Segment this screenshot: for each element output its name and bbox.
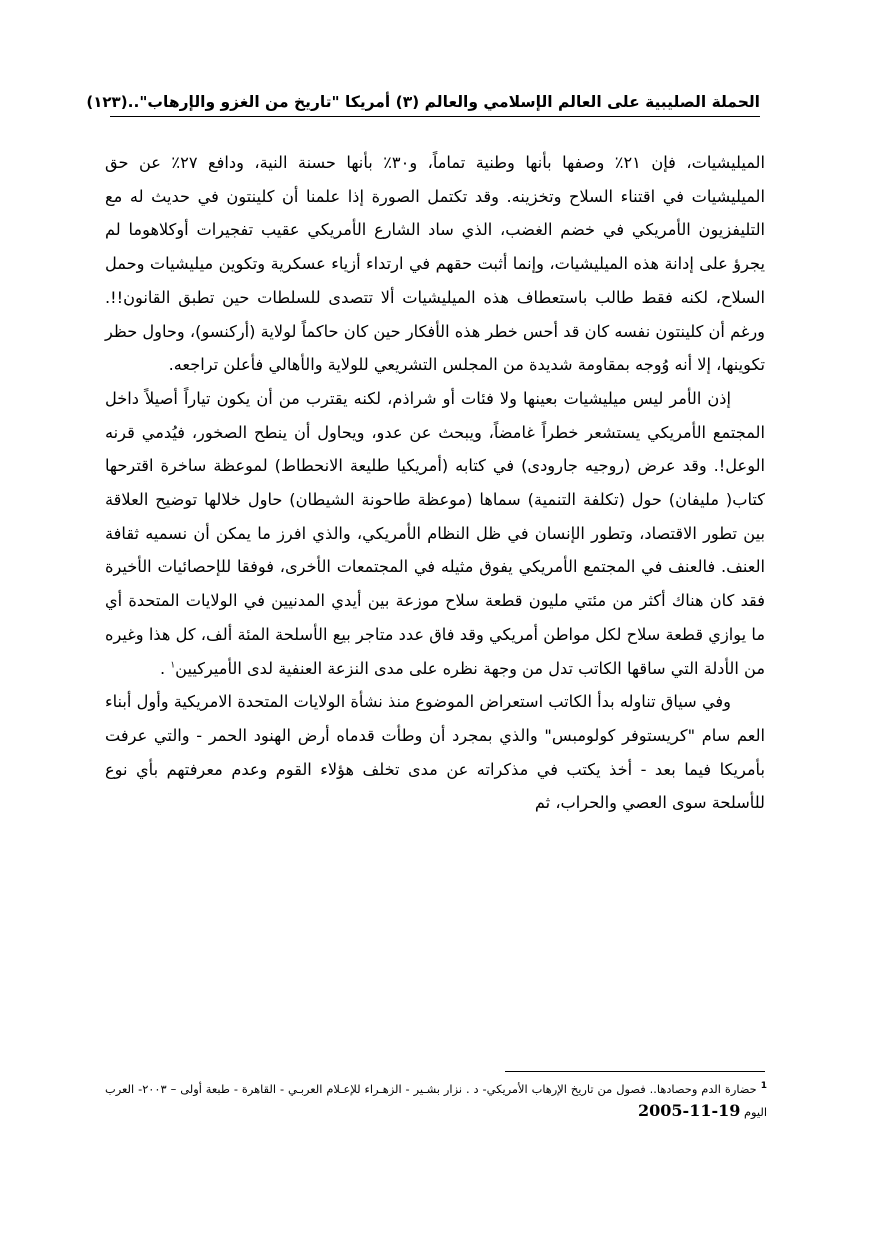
paragraph-3-text: وفي سياق تناوله بدأ الكاتب استعراض الموضوع منذ نشأة الولايات المتحدة الامريكية وأول أبناء العم سام "كريستوفر كولومبس" والذي بمجرد أن وطأت قدماه أرض الهنود الحمر - والتي عرفت بأمريكا فيما بعد - أخذ يكتب في مذكراته عن مدى تخلف هؤلاء القوم وعدم معرفتهم بأي نوع للأسلحة سوى العصي والحراب، ثم	[105, 692, 765, 813]
running-header	[86, 88, 760, 117]
paragraph-1-text: الميليشيات، فإن ٢١٪ وصفها بأنها وطنية تماماً، و٣٠٪ بأنها حسنة النية، ودافع ٢٧٪ عن حق الميليشيات في اقتناء السلاح وتخزينه. وقد تكتمل الصورة إذا علمنا أن كلينتون في حديث له مع التليفزيون الأمريكي في خضم الغضب، الذي ساد الشارع الأمريكي عقيب تفجيرات أوكلاهوما لم يجرؤ على إدانة هذه الميليشيات، وإنما أثبت حقهم في ارتداء أزياء عسكرية وتكوين ميليشيات وحمل السلاح، لكنه فقط طالب باستعطاف هذه الميليشيات ألا تتصدى للسلطات حين تطبق القانون!!. ورغم أن كلينتون نفسه كان قد أحس خطر هذه الأفكار حين كان حاكماً لولاية (أركنسو)، وحاول حظر تكوينها، إلا أنه وُوجه بمقاومة شديدة من المجلس التشريعي للولاية والأهالي فأعلن تراجعه.	[105, 153, 765, 375]
page-number: (١٢٣)	[86, 93, 128, 111]
footnote	[105, 1078, 767, 1123]
paragraph-3	[105, 685, 765, 820]
body-text	[105, 146, 765, 820]
running-header-title: الحملة الصليبية على العالم الإسلامي والعالم (٣) أمريكا "تاريخ من الغزو والإرهاب"..	[127, 93, 760, 111]
paragraph-2-text: إذن الأمر ليس ميليشيات بعينها ولا فئات أو شراذم، لكنه يقترب من أن يكون تياراً أصيلاً داخل المجتمع الأمريكي يستشعر خطراً غامضاً، ويبحث عن عدو، ويحاول أن ينطح الصخور، فيُدمي قرنه الوعل!. وقد عرض (روجيه جارودى) في كتابه (أمريكيا طليعة الانحطاط) لموعظة ساخرة اقترحها كتاب( مليفان) حول (تكلفة التنمية) سماها (موعظة طاحونة الشيطان) حاول خلالها توضيح العلاقة بين تطور الاقتصاد، وتطور الإنسان في ظل النظام الأمريكي، والذي افرز ما يمكن أن نسميه ثقافة العنف. فالعنف في المجتمع الأمريكي يفوق مثيله في المجتمعات الأخرى، فوفقا للإحصائيات الأخيرة فقد كان هناك أكثر من مئتي مليون قطعة سلاح موزعة بين أيدي المدنيين في الولايات المتحدة أي ما يوازي قطعة سلاح لكل مواطن أمريكي وقد فاق عدد متاجر بيع الأسلحة المئة ألف، كل هذا وغيره من الأدلة التي ساقها الكاتب تدل من وجهة نظره على مدى النزعة العنفية لدى الأميركيين	[105, 388, 765, 678]
footnote-number: 1	[760, 1081, 767, 1092]
footnote-text: حضارة الدم وحصادها.. فصول من تاريخ الإرهاب الأمريكي- د . نزار بشـير - الزهـراء للإعـلام العربـي - القاهرة - طبعة أولى – ٢٠٠٣- العرب اليوم	[105, 1082, 767, 1119]
footnote-reference[interactable]: ١	[170, 660, 176, 671]
footnote-date: 2005-11-19	[638, 1101, 741, 1120]
paragraph-2	[105, 382, 765, 685]
paragraph-2-tail: .	[160, 658, 171, 678]
footnote-separator	[505, 1071, 765, 1072]
paragraph-1	[105, 146, 765, 382]
